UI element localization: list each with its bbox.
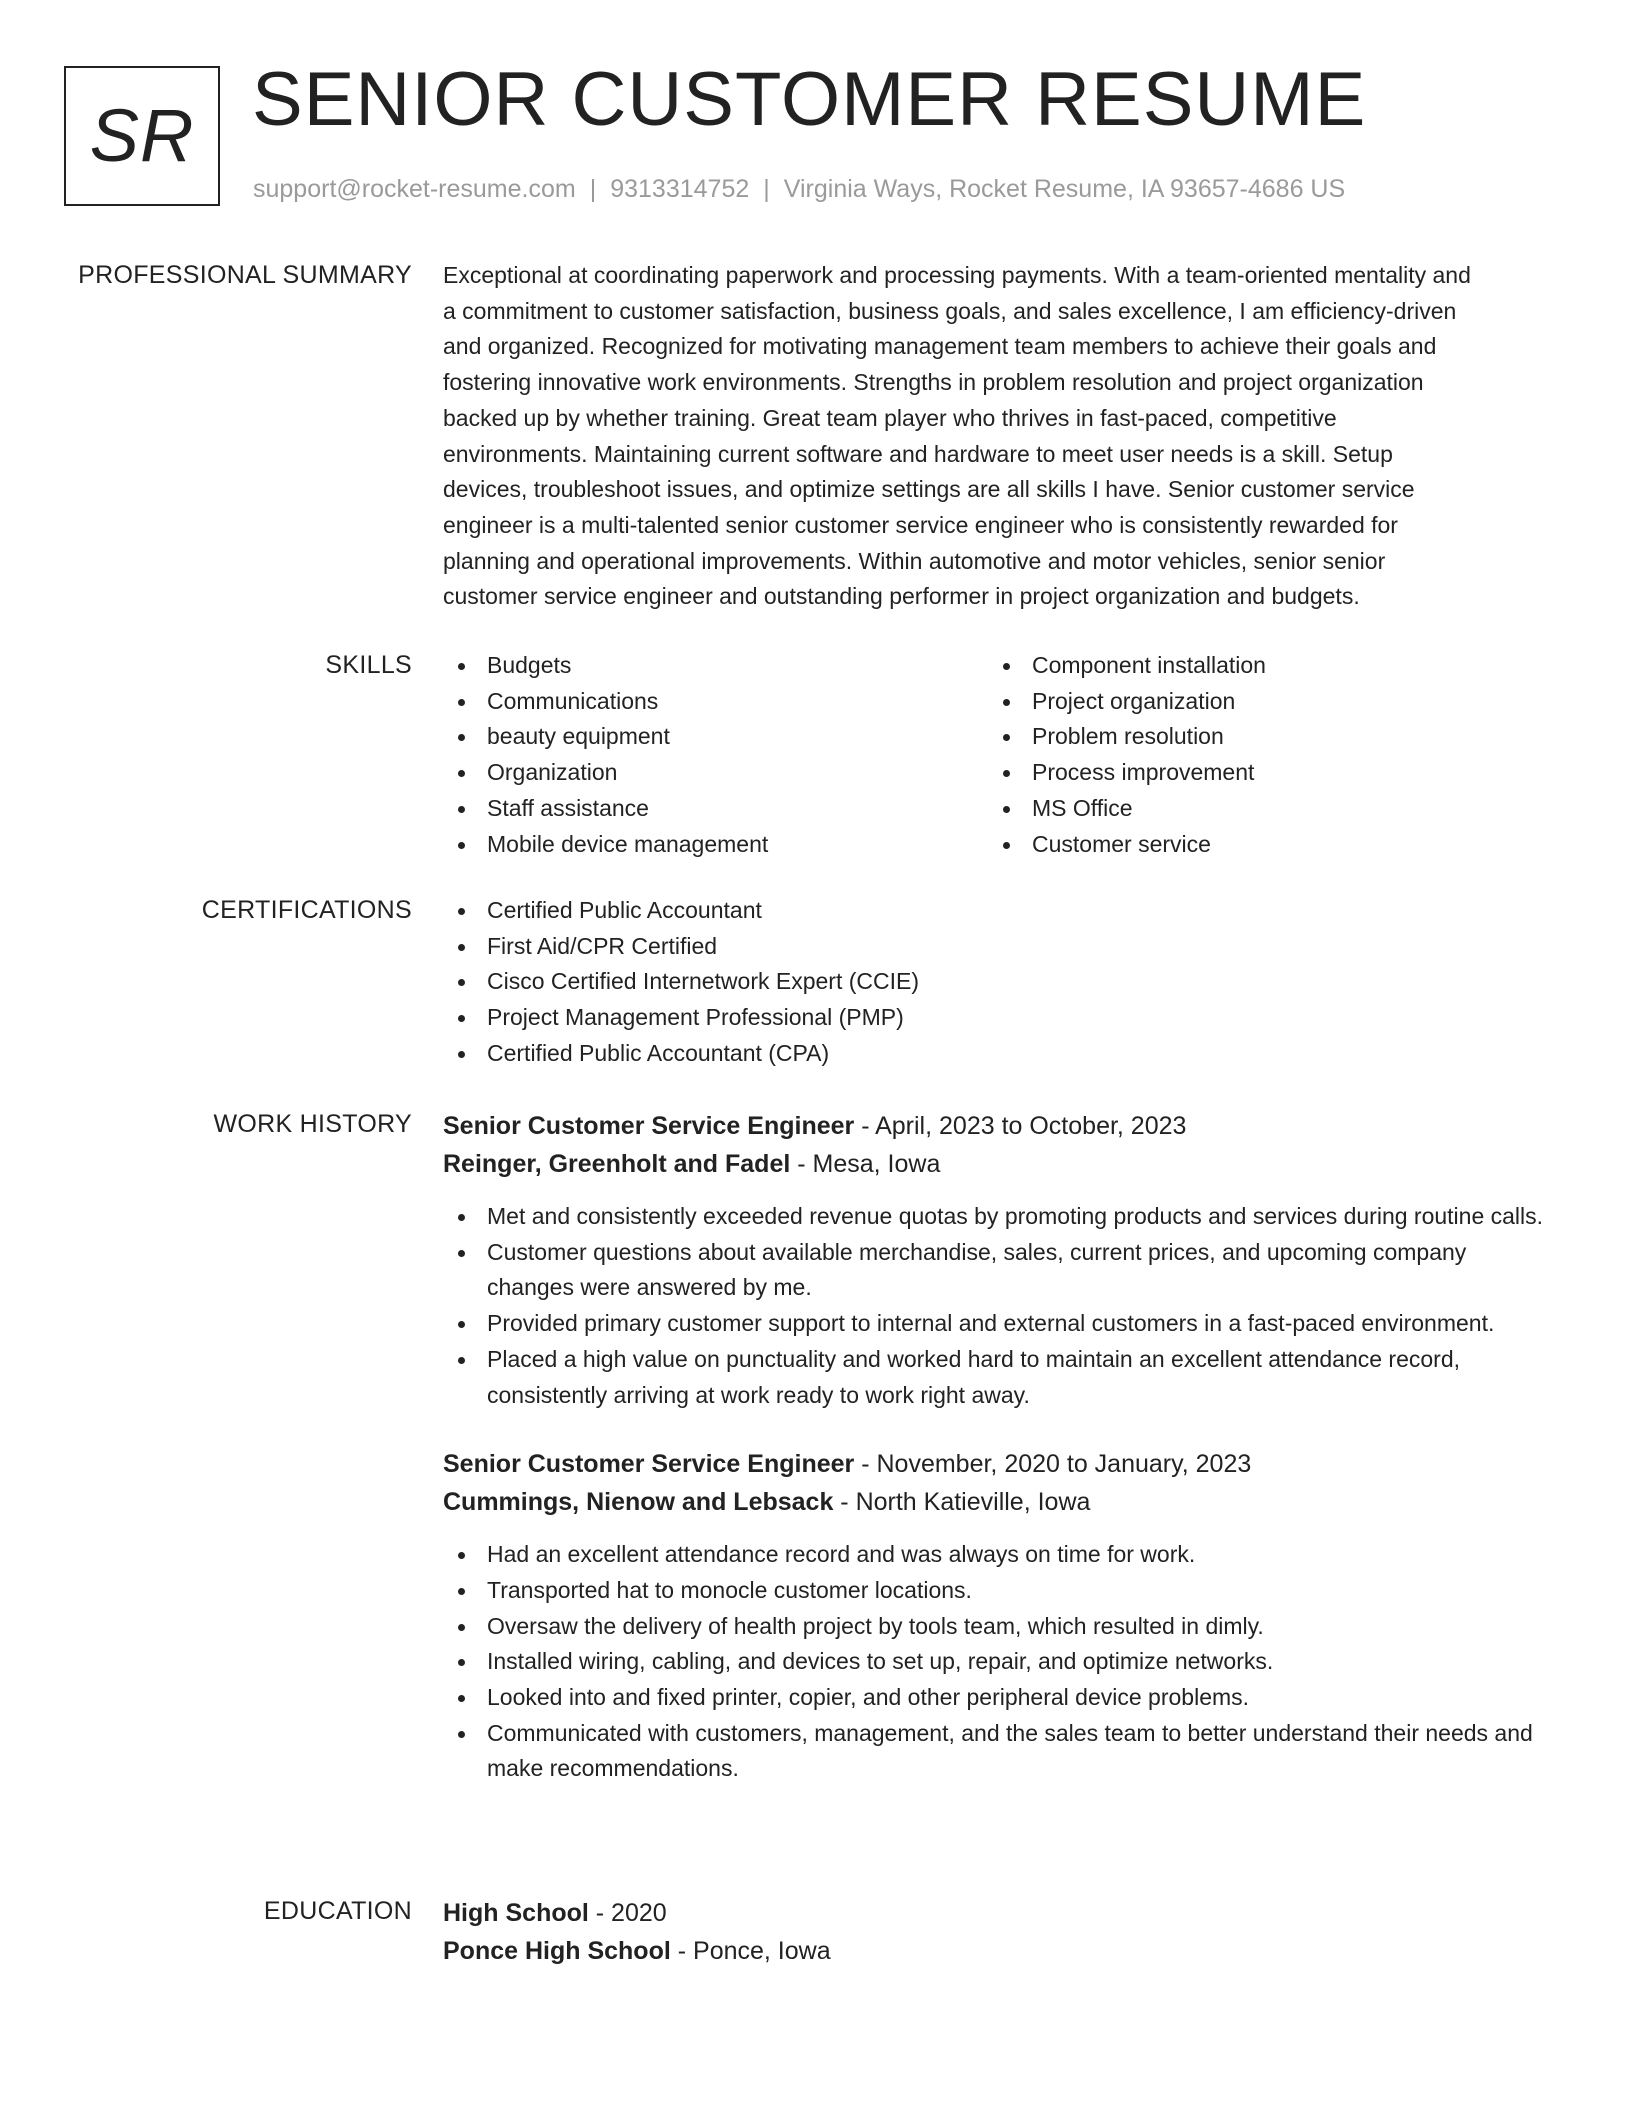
summary-line: planning and operational improvements. Within automotive and motor vehicles, senior senior: [443, 547, 1386, 574]
section-heading: PROFESSIONAL SUMMARY: [78, 261, 412, 289]
contact-line: [253, 174, 1345, 204]
summary-body: [443, 258, 1551, 615]
job-company-line: [443, 1483, 1551, 1521]
skill-item: Component installation: [988, 648, 1533, 684]
education-location: - Ponce, Iowa: [670, 1937, 831, 1965]
job-title: Senior Customer Service Engineer: [443, 1112, 855, 1140]
section-heading: CERTIFICATIONS: [201, 896, 412, 924]
section-heading: EDUCATION: [263, 1897, 412, 1925]
skill-item: MS Office: [988, 791, 1533, 827]
summary-line: Exceptional at coordinating paperwork and processing payments. With a team-oriented mentality and: [443, 262, 1471, 288]
education-degree-line: [443, 1894, 1551, 1932]
resume-title: SENIOR CUSTOMER RESUME: [252, 57, 1367, 142]
skill-item: Process improvement: [988, 755, 1533, 791]
contact-email: support@rocket-resume.com: [253, 175, 576, 203]
job-company: Reinger, Greenholt and Fadel: [443, 1150, 791, 1178]
job-duty-item: Communicated with customers, management, and the sales team to better understand their needs and make recommendations.: [443, 1716, 1551, 1787]
job-entry: [443, 1107, 1551, 1413]
skill-item: Organization: [443, 755, 988, 791]
certification-item: Certified Public Accountant: [443, 893, 1551, 929]
job-duties-list: [443, 1537, 1551, 1787]
skill-item: Staff assistance: [443, 791, 988, 827]
job-title-line: [443, 1445, 1551, 1483]
skill-item: Project organization: [988, 684, 1533, 720]
summary-line: engineer is a multi-talented senior customer service engineer who is consistently rewarded for: [443, 511, 1398, 538]
certifications-list: [443, 893, 1551, 1072]
education-year: - 2020: [588, 1899, 667, 1927]
job-duties-list: [443, 1199, 1551, 1413]
job-duty-item: Looked into and fixed printer, copier, and other peripheral device problems.: [443, 1680, 1551, 1716]
job-duty-item: Oversaw the delivery of health project by tools team, which resulted in dimly.: [443, 1609, 1551, 1645]
certification-item: Certified Public Accountant (CPA): [443, 1036, 1551, 1072]
job-company-line: [443, 1145, 1551, 1183]
summary-line: customer service engineer and outstanding performer in project organization and budgets.: [443, 583, 1360, 610]
skills-list-right: [988, 648, 1533, 862]
contact-separator: |: [763, 175, 770, 203]
education-body: [443, 1894, 1551, 1970]
skill-item: Mobile device management: [443, 827, 988, 863]
job-entry: [443, 1445, 1551, 1787]
work-history-body: [443, 1107, 1551, 1787]
job-title-line: [443, 1107, 1551, 1145]
summary-line: backed up by whether training. Great team player who thrives in fast-paced, competitive: [443, 404, 1337, 431]
monogram-box: [64, 66, 220, 206]
skill-item: beauty equipment: [443, 719, 988, 755]
skills-columns: [443, 648, 1551, 862]
education-school: Ponce High School: [443, 1937, 671, 1965]
education-school-line: [443, 1932, 1551, 1970]
certification-item: Cisco Certified Internetwork Expert (CCIE): [443, 964, 1551, 1000]
summary-line: a commitment to customer satisfaction, business goals, and sales excellence, I am efficiency-driven: [443, 297, 1457, 324]
monogram-initials: SR: [89, 94, 195, 177]
job-duty-item: Customer questions about available merchandise, sales, current prices, and upcoming company changes were answered by me.: [443, 1235, 1551, 1306]
contact-address: Virginia Ways, Rocket Resume, IA 93657-4686 US: [783, 175, 1346, 203]
section-heading: SKILLS: [325, 651, 412, 679]
job-company: Cummings, Nienow and Lebsack: [443, 1488, 834, 1517]
certification-item: First Aid/CPR Certified: [443, 929, 1551, 965]
job-location: - North Katieville, Iowa: [833, 1488, 1091, 1517]
job-duty-item: Installed wiring, cabling, and devices to set up, repair, and optimize networks.: [443, 1644, 1551, 1680]
certifications-body: [443, 893, 1551, 1072]
job-duty-item: Met and consistently exceeded revenue quotas by promoting products and services during routine calls.: [443, 1199, 1551, 1235]
summary-line: fostering innovative work environments. Strengths in problem resolution and project organization: [443, 369, 1424, 396]
skills-list-left: [443, 648, 988, 862]
job-dates: - April, 2023 to October, 2023: [854, 1112, 1187, 1140]
job-duty-item: Provided primary customer support to internal and external customers in a fast-paced environment.: [443, 1306, 1551, 1342]
job-dates: - November, 2020 to January, 2023: [854, 1450, 1252, 1479]
job-duty-item: Placed a high value on punctuality and worked hard to maintain an excellent attendance record, consistently arriving at work ready to work right away.: [443, 1342, 1551, 1413]
job-duty-item: Transported hat to monocle customer locations.: [443, 1573, 1551, 1609]
education-degree: High School: [443, 1899, 589, 1927]
job-title: Senior Customer Service Engineer: [443, 1450, 855, 1479]
certification-item: Project Management Professional (PMP): [443, 1000, 1551, 1036]
skill-item: Budgets: [443, 648, 988, 684]
skill-item: Communications: [443, 684, 988, 720]
contact-separator: |: [589, 175, 597, 203]
summary-line: devices, troubleshoot issues, and optimize settings are all skills I have. Senior customer service: [443, 476, 1415, 503]
summary-line: and organized. Recognized for motivating management team members to achieve their goals and: [443, 333, 1437, 360]
skill-item: Problem resolution: [988, 719, 1533, 755]
contact-phone: 9313314752: [610, 175, 750, 203]
skill-item: Customer service: [988, 827, 1533, 863]
job-duty-item: Had an excellent attendance record and was always on time for work.: [443, 1537, 1551, 1573]
job-location: - Mesa, Iowa: [790, 1150, 941, 1178]
section-heading: WORK HISTORY: [213, 1110, 412, 1138]
summary-line: environments. Maintaining current software and hardware to meet user needs is a skill. Setup: [443, 440, 1393, 467]
